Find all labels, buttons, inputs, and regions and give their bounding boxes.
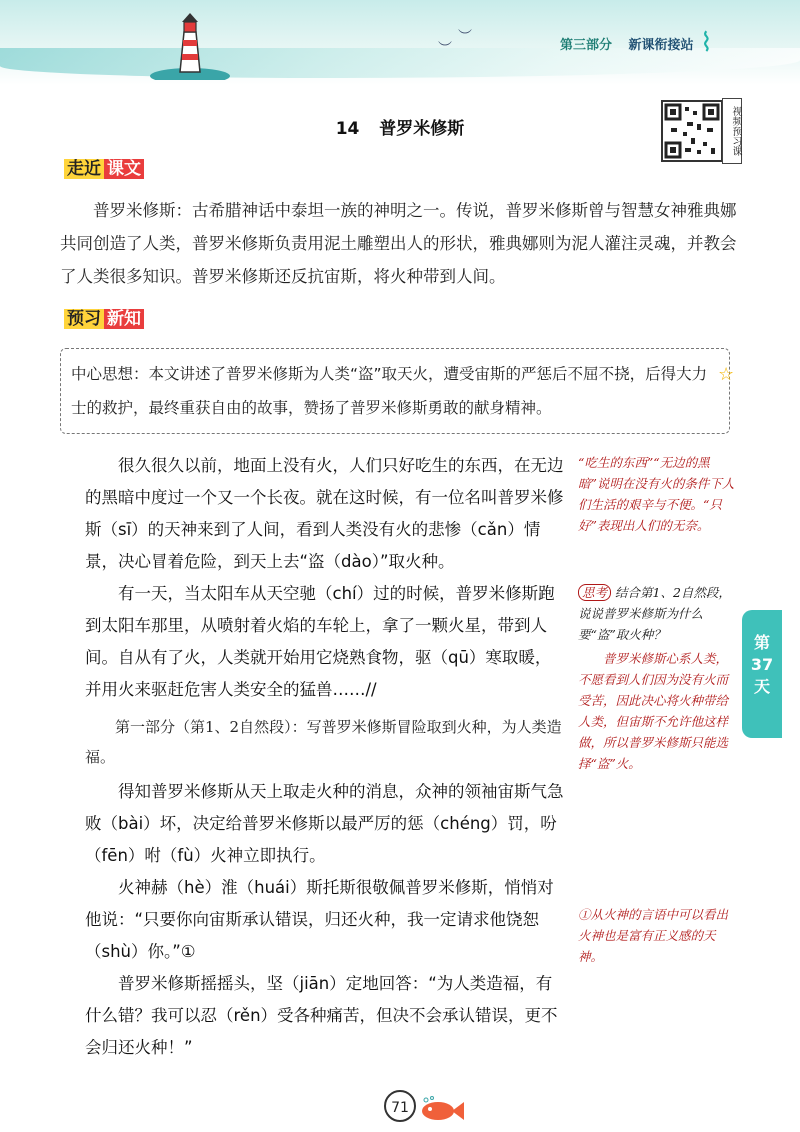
day-tab-line2: 37 — [750, 655, 774, 674]
seagull-icon: ︶ — [438, 41, 452, 57]
lesson-number: 14 — [335, 119, 360, 139]
seagull-icon: ︶ — [458, 29, 472, 45]
part-summary: 第一部分（第1、2自然段）：写普罗米修斯冒险取到火种，为人类造福。 — [85, 718, 562, 766]
qr-caption: 视频预习课 — [722, 98, 742, 164]
intro-tag-b: 课文 — [104, 159, 144, 179]
paragraph-4: 火神赫（hè）淮（huái）斯托斯很敬佩普罗米修斯，悄悄对他说：“只要你向宙斯承认错误，归还火种，我一定请求他饶恕（shù）你。”① — [85, 878, 554, 961]
central-idea-text: 中心思想：本文讲述了普罗米修斯为人类“盗”取天火，遭受宙斯的严惩后不屈不挠，后得大力士的救护，最终重获自由的故事，赞扬了普罗米修斯勇敢的献身精神。 — [71, 365, 708, 417]
think-answer: 普罗米修斯心系人类，不愿看到人们因为没有火而受苦，因此决心将火种带给人类，但宙斯不允许他这样做，所以普罗米修斯只能选择“盗”火。 — [578, 651, 729, 771]
lesson-name: 普罗米修斯 — [379, 119, 465, 139]
intro-tag-a: 走近 — [64, 159, 104, 179]
subsection-label: 新课衔接站 — [628, 38, 694, 53]
page-header — [0, 0, 800, 85]
day-tab-line3: 天 — [753, 677, 770, 696]
day-tab-line1: 第 — [753, 633, 770, 652]
note-1: “吃生的东西”“无边的黑暗”说明在没有火的条件下人们生活的艰辛与不便。“只好”表现出人们的无奈。 — [578, 455, 735, 533]
central-idea-box — [60, 348, 730, 434]
preview-tag-a: 预习 — [64, 309, 104, 329]
preview-tag-b: 新知 — [104, 309, 144, 329]
swirl-icon: ⌇ — [700, 28, 713, 58]
fish-icon — [418, 1096, 464, 1122]
paragraph-2: 有一天，当太阳车从天空驰（chí）过的时候，普罗米修斯跑到太阳车那里，从喷射着火焰的车轮上，拿了一颗火星，带到人间。自从有了火，人类就开始用它烧熟食物，驱（qū）寒取暖，并用火来驱赶危害人类安全的猛兽……// — [85, 584, 555, 699]
preview-tag — [58, 306, 150, 332]
think-question: 结合第1、2自然段，说说普罗米修斯为什么要“盗”取火种？ — [578, 585, 731, 642]
lighthouse-icon — [150, 10, 230, 80]
paragraph-1: 很久很久以前，地面上没有火，人们只好吃生的东西，在无边的黑暗中度过一个又一个长夜。就在这时候，有一位名叫普罗米修斯（sī）的天神来到了人间，看到人类没有火的悲惨（cǎn）情景，决心冒着危险，到天上去“盗（dào）”取火种。 — [85, 456, 564, 571]
paragraph-3: 得知普罗米修斯从天上取走火种的消息，众神的领袖宙斯气急败（bài）坏，决定给普罗米修斯以最严厉的惩（chéng）罚，吩（fēn）咐（fù）火神立即执行。 — [85, 782, 564, 865]
star-icon: ☆ — [718, 364, 735, 385]
note-3: ①从火神的言语中可以看出火神也是富有正义感的天神。 — [578, 907, 729, 964]
intro-paragraph: 普罗米修斯：古希腊神话中泰坦一族的神明之一。传说，普罗米修斯曾与智慧女神雅典娜共同创造了人类，普罗米修斯负责用泥土雕塑出人的形状，雅典娜则为泥人灌注灵魂，并教会了人类很多知识。普罗米修斯还反抗宙斯，将火种带到人间。 — [60, 201, 737, 286]
note-think — [578, 582, 738, 645]
intro-tag — [58, 156, 150, 182]
section-tag — [560, 34, 706, 53]
qr-code-icon[interactable] — [661, 100, 723, 162]
paragraph-5: 普罗米修斯摇摇头，坚（jiān）定地回答：“为人类造福，有什么错？我可以忍（rěn）受各种痛苦，但决不会承认错误，更不会归还火种！” — [85, 974, 558, 1057]
day-side-tab — [742, 610, 782, 738]
page-number: 71 — [384, 1090, 416, 1122]
section-label: 第三部分 — [560, 38, 613, 53]
think-label: 思考 — [578, 584, 611, 601]
